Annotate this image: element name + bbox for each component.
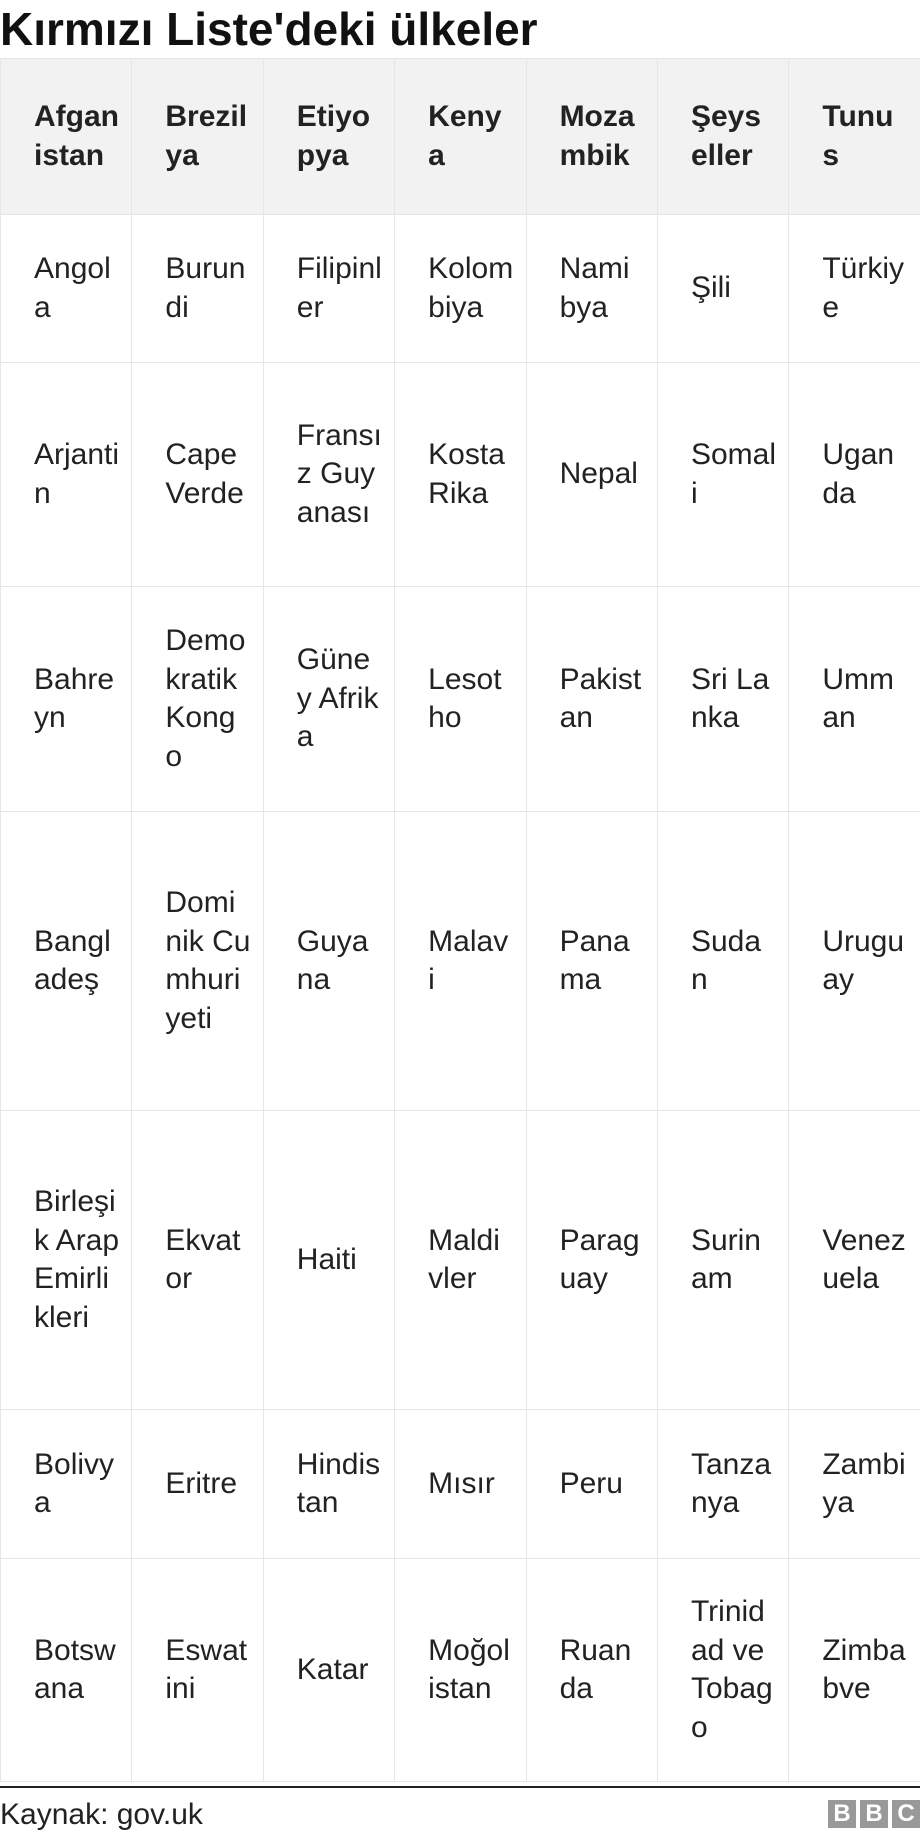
countries-table-wrapper bbox=[0, 58, 920, 1782]
table-cell: Zambiya bbox=[789, 1410, 920, 1559]
table-cell: Şili bbox=[657, 215, 788, 363]
table-cell: Panama bbox=[526, 812, 657, 1111]
source-note: Kaynak: gov.uk bbox=[0, 1798, 203, 1831]
bbc-logo-letter: B bbox=[828, 1800, 856, 1828]
table-row bbox=[1, 812, 920, 1111]
table-cell: Güney Afrika bbox=[263, 587, 394, 812]
bbc-logo-letter: C bbox=[892, 1800, 920, 1828]
table-cell: Bahreyn bbox=[1, 587, 132, 812]
table-row bbox=[1, 215, 920, 363]
table-cell: Venezuela bbox=[789, 1111, 920, 1410]
table-row bbox=[1, 1410, 920, 1559]
bbc-logo bbox=[828, 1800, 920, 1828]
table-cell: Tanzanya bbox=[657, 1410, 788, 1559]
column-header: Etiyopya bbox=[263, 59, 394, 215]
table-cell: Fransız Guyanası bbox=[263, 363, 394, 587]
table-cell: Kosta Rika bbox=[395, 363, 526, 587]
table-cell: Hindistan bbox=[263, 1410, 394, 1559]
table-cell: Arjantin bbox=[1, 363, 132, 587]
table-row bbox=[1, 1111, 920, 1410]
table-cell: Eritre bbox=[132, 1410, 263, 1559]
table-cell: Katar bbox=[263, 1559, 394, 1782]
table-row bbox=[1, 363, 920, 587]
column-header: Kenya bbox=[395, 59, 526, 215]
table-cell: Pakistan bbox=[526, 587, 657, 812]
table-cell: Namibya bbox=[526, 215, 657, 363]
table-cell: Filipinler bbox=[263, 215, 394, 363]
table-cell: Angola bbox=[1, 215, 132, 363]
column-header: Tunus bbox=[789, 59, 920, 215]
column-header: Brezilya bbox=[132, 59, 263, 215]
table-cell: Sudan bbox=[657, 812, 788, 1111]
table-cell: Eswatini bbox=[132, 1559, 263, 1782]
column-header: Mozambik bbox=[526, 59, 657, 215]
footer-divider bbox=[0, 1786, 920, 1788]
table-cell: Bangladeş bbox=[1, 812, 132, 1111]
table-cell: Moğolistan bbox=[395, 1559, 526, 1782]
table-row bbox=[1, 587, 920, 812]
table-cell: Malavi bbox=[395, 812, 526, 1111]
table-cell: Ekvator bbox=[132, 1111, 263, 1410]
table-cell: Dominik Cumhuriyeti bbox=[132, 812, 263, 1111]
column-header: Afganistan bbox=[1, 59, 132, 215]
table-cell: Türkiye bbox=[789, 215, 920, 363]
table-cell: Trinidad ve Tobago bbox=[657, 1559, 788, 1782]
table-cell: Botswana bbox=[1, 1559, 132, 1782]
table-cell: Haiti bbox=[263, 1111, 394, 1410]
table-cell: Umman bbox=[789, 587, 920, 812]
table-cell: Sri Lanka bbox=[657, 587, 788, 812]
table-cell: Burundi bbox=[132, 215, 263, 363]
table-cell: Guyana bbox=[263, 812, 394, 1111]
table-cell: Cape Verde bbox=[132, 363, 263, 587]
table-cell: Bolivya bbox=[1, 1410, 132, 1559]
table-header-row bbox=[1, 59, 920, 215]
table-cell: Somali bbox=[657, 363, 788, 587]
red-list-countries-table bbox=[0, 58, 920, 1782]
table-cell: Lesotho bbox=[395, 587, 526, 812]
table-cell: Peru bbox=[526, 1410, 657, 1559]
column-header: Şeyseller bbox=[657, 59, 788, 215]
table-cell: Surinam bbox=[657, 1111, 788, 1410]
table-cell: Uruguay bbox=[789, 812, 920, 1111]
table-cell: Maldivler bbox=[395, 1111, 526, 1410]
table-row bbox=[1, 1559, 920, 1782]
table-cell: Demokratik Kongo bbox=[132, 587, 263, 812]
table-cell: Zimbabve bbox=[789, 1559, 920, 1782]
table-cell: Nepal bbox=[526, 363, 657, 587]
table-cell: Mısır bbox=[395, 1410, 526, 1559]
table-cell: Birleşik Arap Emirlikleri bbox=[1, 1111, 132, 1410]
table-cell: Paraguay bbox=[526, 1111, 657, 1410]
bbc-logo-letter: B bbox=[860, 1800, 888, 1828]
table-cell: Uganda bbox=[789, 363, 920, 587]
table-cell: Ruanda bbox=[526, 1559, 657, 1782]
page-title: Kırmızı Liste'deki ülkeler bbox=[0, 3, 538, 55]
table-cell: Kolombiya bbox=[395, 215, 526, 363]
